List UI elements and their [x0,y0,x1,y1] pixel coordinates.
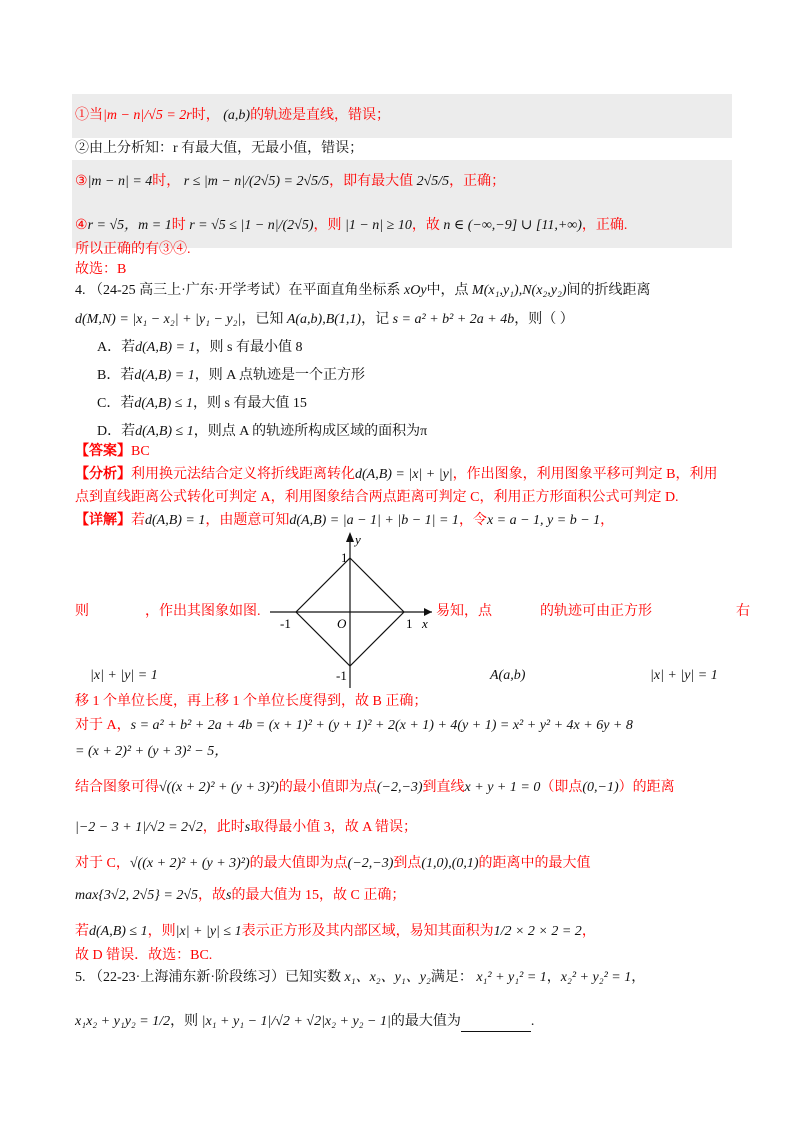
detail-row-10: 若d(A,B) ≤ 1，则|x| + |y| ≤ 1表示正方形及其内部区域，易知其面积为1/2 × 2 × 2 = 2， [75,924,596,939]
detail-row-3: 移 1 个单位长度，再上移 1 个单位长度得到，故 B 正确； [75,694,428,709]
analysis-row-2: 点到直线距离公式转化可判定 A，利用图象结合两点距离可判定 C，利用正方形面积公式可判定 D. [75,490,679,505]
option-a[interactable]: A．若d(A,B) = 1，则 s 有最小值 8 [97,340,303,355]
option-c[interactable]: C．若d(A,B) ≤ 1，则 s 有最大值 15 [97,396,307,411]
option-b[interactable]: B．若d(A,B) = 1，则 A 点轨迹是一个正方形 [97,368,366,383]
item-2: ②由上分析知：r 有最大值，无最小值，错误； [75,141,364,156]
q4-stem: 4. （24-25 高三上·广东·开学考试）在平面直角坐标系 xOy中，点 M(x₁,y₁),N(x₂,y₂)间的折线距离 [75,283,651,298]
detail-row-6: 结合图象可得√((x + 2)² + (y + 3)²)的最小值即为点(−2,−3)到直线x + y + 1 = 0（即点(0,−1)）的距离 [75,780,675,795]
item-1-expr: |m − n|/√5 = 2r [103,108,192,123]
detail-row-5: = (x + 2)² + (y + 3)² − 5， [75,744,229,759]
detail-row-11: 故 D 错误．故选：BC. [75,948,213,963]
detail-row-8: 对于 C，√((x + 2)² + (y + 3)²)的最大值即为点(−2,−3)到点(1,0),(0,1)的距离中的最大值 [75,856,591,871]
origin-label: O [337,616,347,631]
answer-blank[interactable] [461,1017,531,1032]
answer-line: 故选：B [75,262,127,277]
detail-row-7: |−2 − 3 + 1|/√2 = 2√2，此时s取得最小值 3，故 A 错误； [75,820,418,835]
detail-row-9: max{3√2, 2√5} = 2√5，故s的最大值为 15，故 C 正确； [75,888,406,903]
detail-row-2: 则 ，作出其图象如图. [75,604,261,619]
square-graph [270,530,432,688]
analysis-row-1: 【分析】利用换元法结合定义将折线距离转化d(A,B) = |x| + |y|，作出图象，利用图象平移可判定 B，利用 [75,467,718,482]
detail-row-1: 【详解】若d(A,B) = 1，由题意可知d(A,B) = |a − 1| + |b − 1| = 1，令x = a − 1, y = b − 1， [75,513,615,528]
x-label: x [422,616,428,631]
item-1: ①当|m − n|/√5 = 2r时， (a,b)的轨迹是直线，错误； [75,108,391,123]
answer-row: 【答案】BC [75,444,150,459]
conclusion: 所以正确的有③④. [75,242,191,257]
y-tick-pos: 1 [341,550,348,565]
detail-row-2b: 易知，点 的轨迹可由正方形 右 [436,604,750,619]
item-4: ④r = √5，m = 1时 r = √5 ≤ |1 − n|/(2√5)，则 |1 − n| ≥ 10，故 n ∈ (−∞,−9] ∪ [11,+∞)，正确. [75,218,628,233]
detail-row-4: 对于 A，s = a² + b² + 2a + 4b = (x + 1)² + (y + 1)² + 2(x + 1) + 4(y + 1) = x² + y² + 4x + 6y + 8 [75,718,633,733]
y-label: y [355,532,361,547]
q5-stem: 5. （22-23·上海浦东新·阶段练习）已知实数 x₁、x₂、y₁、y₂满足： x₁² + y₁² = 1，x₂² + y₂² = 1， [75,970,646,985]
q4-stem-2: d(M,N) = |x₁ − x₂| + |y₁ − y₂|，已知 A(a,b),B(1,1)，记 s = a² + b² + 2a + 4b，则（ ） [75,312,574,327]
y-tick-neg: -1 [336,668,347,683]
x-axis-arrow [424,608,432,616]
x-tick-neg: -1 [280,616,291,631]
detail-eq-1: |x| + |y| = 1 [90,668,158,683]
option-d[interactable]: D．若d(A,B) ≤ 1，则点 A 的轨迹所构成区域的面积为π [97,424,428,439]
x-tick-pos: 1 [406,616,413,631]
detail-eq-2: A(a,b) [490,668,526,683]
item-3: ③|m − n| = 4时， r ≤ |m − n|/(2√5) = 2√5/5，即有最大值 2√5/5，正确； [75,174,506,189]
y-axis-arrow [346,532,354,542]
detail-eq-3: |x| + |y| = 1 [650,668,718,683]
q5-stem-2: x₁x₂ + y₁y₂ = 1/2，则 |x₁ + y₁ − 1|/√2 + √2|x₂ + y₂ − 1|的最大值为 . [75,1012,730,1032]
